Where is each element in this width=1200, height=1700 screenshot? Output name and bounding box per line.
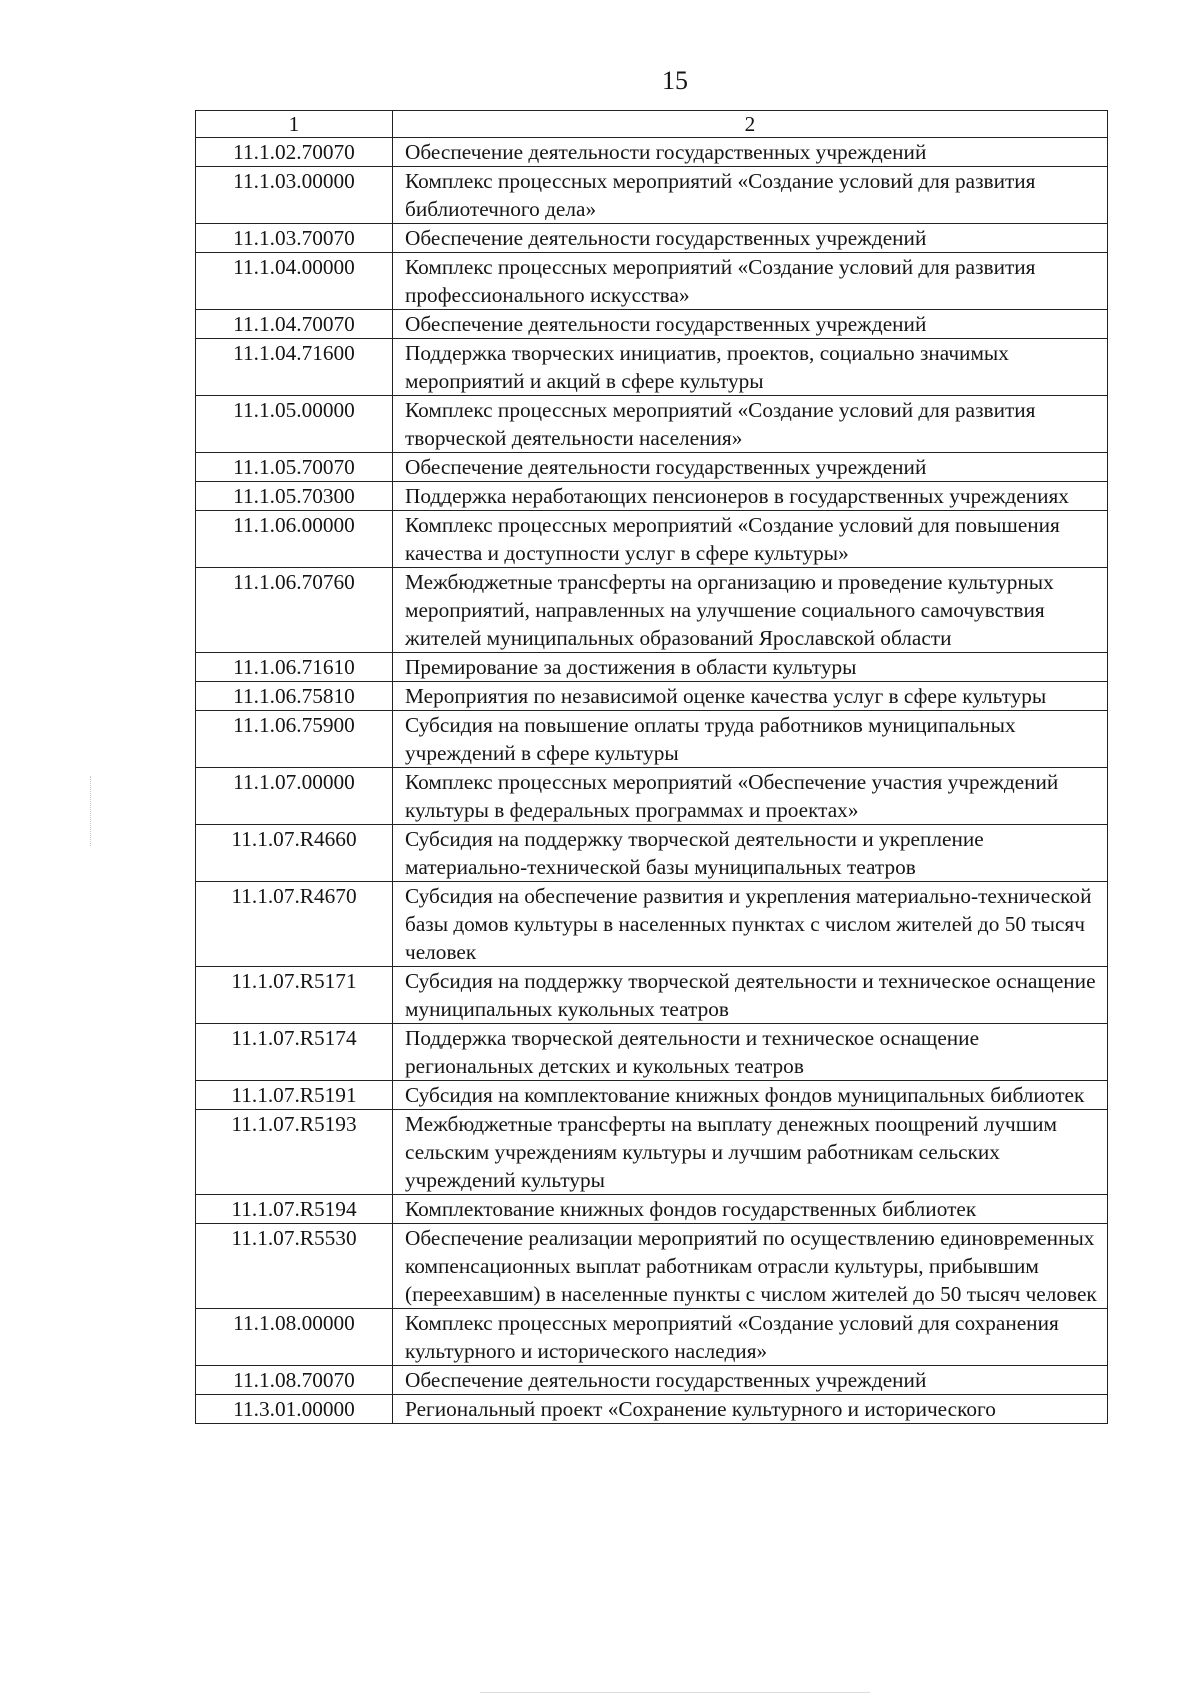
row-description: Региональный проект «Сохранение культурного и исторического [393, 1395, 1108, 1424]
row-description: Субсидия на поддержку творческой деятельности и укрепление материально-технической базы муниципальных театров [393, 825, 1108, 882]
row-description: Комплектование книжных фондов государственных библиотек [393, 1195, 1108, 1224]
row-description: Комплекс процессных мероприятий «Создание условий для развития профессионального искусства» [393, 253, 1108, 310]
row-code: 11.1.07.R4670 [196, 882, 393, 967]
table-row [196, 167, 1108, 224]
row-description: Субсидия на комплектование книжных фондов муниципальных библиотек [393, 1081, 1108, 1110]
row-code: 11.1.07.R5194 [196, 1195, 393, 1224]
row-description: Обеспечение деятельности государственных учреждений [393, 138, 1108, 167]
row-description: Субсидия на поддержку творческой деятельности и техническое оснащение муниципальных кукольных театров [393, 967, 1108, 1024]
row-code: 11.1.06.70760 [196, 568, 393, 653]
row-code: 11.1.07.00000 [196, 768, 393, 825]
row-code: 11.1.02.70070 [196, 138, 393, 167]
scan-artifact-bottom [480, 1692, 870, 1693]
row-description: Комплекс процессных мероприятий «Создание условий для сохранения культурного и исторического наследия» [393, 1309, 1108, 1366]
table-row [196, 882, 1108, 967]
row-description: Обеспечение деятельности государственных учреждений [393, 224, 1108, 253]
column-header-code: 1 [196, 111, 393, 138]
table-row [196, 967, 1108, 1024]
table-row [196, 653, 1108, 682]
row-code: 11.1.06.75810 [196, 682, 393, 711]
table-row [196, 253, 1108, 310]
table-row [196, 1395, 1108, 1424]
row-description: Обеспечение реализации мероприятий по осуществлению единовременных компенсационных выплат работникам отрасли культуры, прибывшим (переехавшим) в населенные пункты с числом жителей до 50 тысяч человек [393, 1224, 1108, 1309]
table-row [196, 711, 1108, 768]
table-row [196, 1224, 1108, 1309]
page-number: 15 [662, 66, 688, 95]
table-row [196, 1110, 1108, 1195]
table-body [196, 138, 1108, 1424]
row-code: 11.1.07.R5530 [196, 1224, 393, 1309]
table-row [196, 482, 1108, 511]
row-description: Комплекс процессных мероприятий «Создание условий для повышения качества и доступности услуг в сфере культуры» [393, 511, 1108, 568]
row-description: Комплекс процессных мероприятий «Создание условий для развития творческой деятельности населения» [393, 396, 1108, 453]
row-code: 11.1.08.70070 [196, 1366, 393, 1395]
row-code: 11.1.06.00000 [196, 511, 393, 568]
row-description: Обеспечение деятельности государственных учреждений [393, 453, 1108, 482]
row-description: Премирование за достижения в области культуры [393, 653, 1108, 682]
row-code: 11.1.07.R4660 [196, 825, 393, 882]
row-code: 11.1.04.71600 [196, 339, 393, 396]
table-row [196, 1309, 1108, 1366]
table-row [196, 682, 1108, 711]
row-code: 11.1.05.70300 [196, 482, 393, 511]
row-code: 11.1.07.R5193 [196, 1110, 393, 1195]
row-code: 11.1.04.70070 [196, 310, 393, 339]
table-row [196, 825, 1108, 882]
table-row [196, 339, 1108, 396]
row-code: 11.1.08.00000 [196, 1309, 393, 1366]
row-description: Обеспечение деятельности государственных учреждений [393, 1366, 1108, 1395]
row-code: 11.1.07.R5191 [196, 1081, 393, 1110]
row-code: 11.1.04.00000 [196, 253, 393, 310]
row-description: Субсидия на обеспечение развития и укрепления материально-технической базы домов культуры в населенных пунктах с числом жителей до 50 тысяч человек [393, 882, 1108, 967]
row-code: 11.1.06.71610 [196, 653, 393, 682]
row-code: 11.1.03.00000 [196, 167, 393, 224]
table-row [196, 768, 1108, 825]
row-code: 11.1.06.75900 [196, 711, 393, 768]
row-code: 11.1.03.70070 [196, 224, 393, 253]
row-code: 11.1.07.R5174 [196, 1024, 393, 1081]
row-description: Мероприятия по независимой оценке качества услуг в сфере культуры [393, 682, 1108, 711]
row-code: 11.3.01.00000 [196, 1395, 393, 1424]
table-row [196, 568, 1108, 653]
row-description: Межбюджетные трансферты на выплату денежных поощрений лучшим сельским учреждениям культуры и лучшим работникам сельских учреждений культуры [393, 1110, 1108, 1195]
table-row [196, 1081, 1108, 1110]
table-row [196, 453, 1108, 482]
column-header-description: 2 [393, 111, 1108, 138]
row-description: Поддержка творческих инициатив, проектов, социально значимых мероприятий и акций в сфере культуры [393, 339, 1108, 396]
table-row [196, 310, 1108, 339]
classification-table [195, 110, 1108, 1424]
row-description: Комплекс процессных мероприятий «Создание условий для развития библиотечного дела» [393, 167, 1108, 224]
table-header-row [196, 111, 1108, 138]
row-description: Поддержка неработающих пенсионеров в государственных учреждениях [393, 482, 1108, 511]
row-description: Обеспечение деятельности государственных учреждений [393, 310, 1108, 339]
table-row [196, 138, 1108, 167]
row-code: 11.1.05.70070 [196, 453, 393, 482]
table-row [196, 1195, 1108, 1224]
table-row [196, 224, 1108, 253]
table-row [196, 1024, 1108, 1081]
row-code: 11.1.05.00000 [196, 396, 393, 453]
scan-artifact-left [90, 776, 94, 846]
table-row [196, 396, 1108, 453]
row-description: Комплекс процессных мероприятий «Обеспечение участия учреждений культуры в федеральных программах и проектах» [393, 768, 1108, 825]
row-code: 11.1.07.R5171 [196, 967, 393, 1024]
table-row [196, 511, 1108, 568]
row-description: Поддержка творческой деятельности и техническое оснащение региональных детских и кукольных театров [393, 1024, 1108, 1081]
row-description: Межбюджетные трансферты на организацию и проведение культурных мероприятий, направленных на улучшение социального самочувствия жителей муниципальных образований Ярославской области [393, 568, 1108, 653]
row-description: Субсидия на повышение оплаты труда работников муниципальных учреждений в сфере культуры [393, 711, 1108, 768]
table-row [196, 1366, 1108, 1395]
